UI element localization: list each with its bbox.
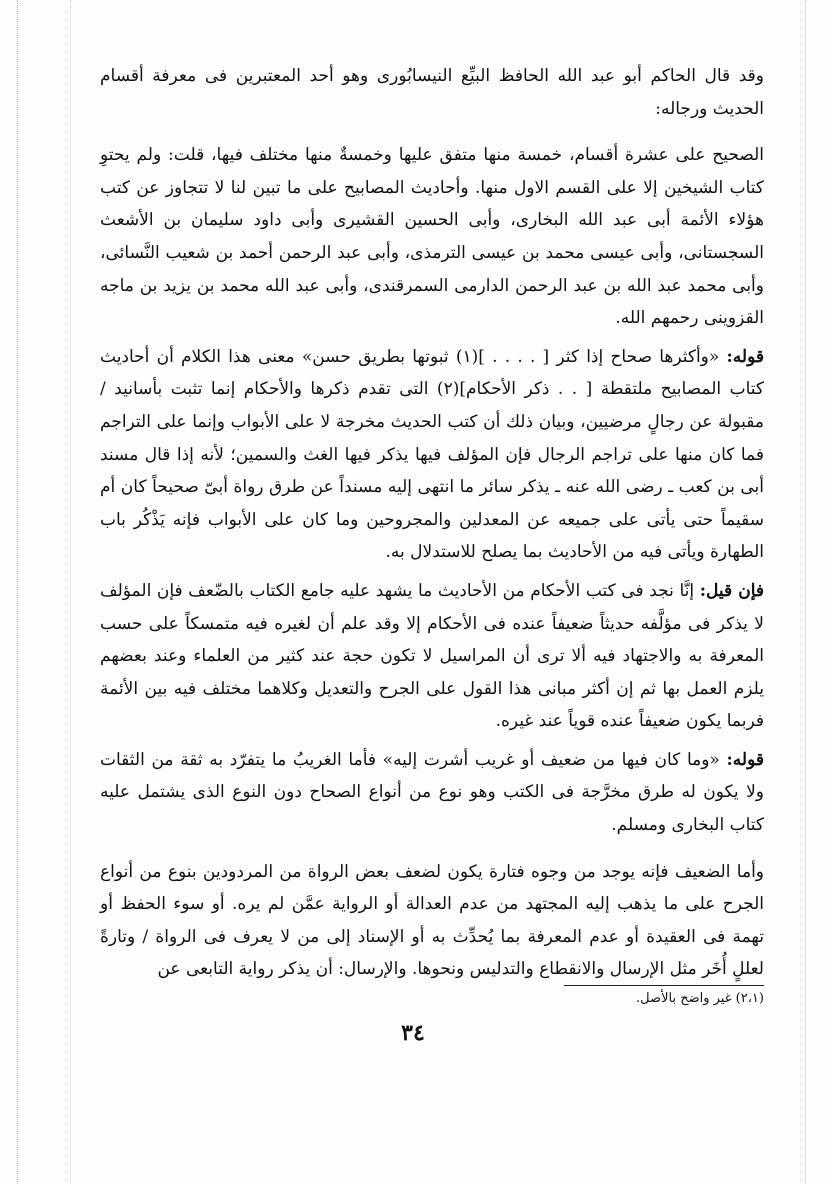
paragraph bbox=[100, 744, 764, 842]
margin-dotted-line bbox=[805, 0, 806, 1184]
margin-dotted-line bbox=[70, 0, 71, 1184]
paragraph-text: «وما كان فيها من ضعيف أو غريب أشرت إليه» فأما الغريبُ ما يتفرّد به ثقة من الثقات ولا يكون له طرق مخرَّجة فى الكتب وهو نوع من أنواع الصحاح دون النوع الذى يشتمل عليه كتاب البخارى ومسلم. bbox=[100, 749, 764, 836]
paragraph bbox=[100, 856, 764, 986]
footnote-rule bbox=[564, 985, 764, 986]
body-text bbox=[100, 60, 764, 986]
paragraph-text: الصحيح على عشرة أقسام، خمسة منها متفق عليها وخمسةٌ منها مختلف فيها، قلت: ولم يحتوِ كتاب الشيخين إلا على القسم الاول منها. وأحاديث المصابيح على ما تبين لنا لا تتجاوز عن كتب هؤلاء الأئمة أبى عبد الله البخارى، وأبى الحسين القشيرى وأبى داود سليمان بن الأشعث السجستانى، وأبى عيسى محمد بن عيسى الترمذى، وأبى عبد الرحمن أحمد بن شعيب النَّسائى، وأبى محمد عبد الله بن عبد الرحمن الدارمى السمرقندى، وأبى عبد الله محمد بن يزيد بن ماجه القزوينى رحمهم الله. bbox=[100, 145, 764, 329]
paragraph bbox=[100, 139, 764, 335]
paragraph-text: «وأكثرها صحاح إذا كثر [ . . . . ](١) ثبوتها بطريق حسن» معنى هذا الكلام أن أحاديث كتاب المصابيح ملتقطة [ . . ذكر الأحكام](٢) التى تقدم ذكرها والأحكام إنما تثبت بأسانيد / مقبولة عن رجالٍ مرضيين، وبيان ذلك أن كتب الحديث مخرجة لا على الأبواب وإنما على التراجم فما كان منها على تراجم الرجال فإن المؤلف فيها يذكر فيها الغث والسمين؛ لأنه إذا قال مسند أبى بن كعب ـ رضى الله عنه ـ يذكر سائر ما انتهى إليه مسنداً عن طرق رواة أبىّ صحيحاً كان أم سقيماً حتى يأتى على جميعه عن المعدلين والمجروحين وما كان على الأبواب فإنه يَذْكُر باب الطهارة ويأتى فيه من الأحاديث بما يصلح للاستدلال به. bbox=[100, 346, 765, 563]
paragraph-text: وأما الضعيف فإنه يوجد من وجوه فتارة يكون لضعف بعض الرواة من المردودين بنوع من أنواع الجرح على ما يذهب إليه المجتهد من عدم العدالة أو الرواية عمَّن لم يره. أو سوء الحفظ أو تهمة فى العقيدة أو عدم المعرفة بما يُحدِّث به أو الإسناد إلى من لا يعرف فى الرواة / وتارةً لعللٍ أُخَر مثل الإرسال والانقطاع والتدليس ونحوها. والإرسال: أن يذكر رواية التابعى عن bbox=[100, 861, 764, 980]
paragraph bbox=[100, 341, 764, 569]
paragraph-lead: فإن قيل: bbox=[699, 580, 765, 601]
paragraph-text: إنَّا نجد فى كتب الأحكام من الأحاديث ما يشهد عليه جامع الكتاب بالضّعف فإن المؤلف لا يذكر فى مؤلَّفه حديثاً ضعيفاً عنده فى الأحكام إلا وقد علم أن لغيره فيه متمسكاً على حسب المعرفة به والاجتهاد فيه ألا ترى أن المراسيل لا تكون حجة عند كثير من العلماء وعند بعضهم يلزم العمل بها ثم إن أكثر مبانى هذا القول على الجرح والتعديل وكلاهما مختلف فيه بين الأئمة فربما يكون ضعيفاً عنده قوياً عند غيره. bbox=[100, 580, 764, 732]
paragraph-lead: قوله: bbox=[726, 346, 764, 367]
paragraph bbox=[100, 60, 764, 125]
paragraph-text: وقد قال الحاكم أبو عبد الله الحافظ البيِّع النيسابُورى وهو أحد المعتبرين فى معرفة أقسام الحديث ورجاله: bbox=[100, 66, 764, 119]
page-number: ٣٤ bbox=[401, 1020, 425, 1046]
paragraph-lead: قوله: bbox=[726, 749, 764, 770]
margin-dotted-line bbox=[17, 0, 18, 1184]
paragraph bbox=[100, 575, 764, 738]
footnote: (٢،١) غير واضح بالأصل. bbox=[636, 991, 764, 1006]
